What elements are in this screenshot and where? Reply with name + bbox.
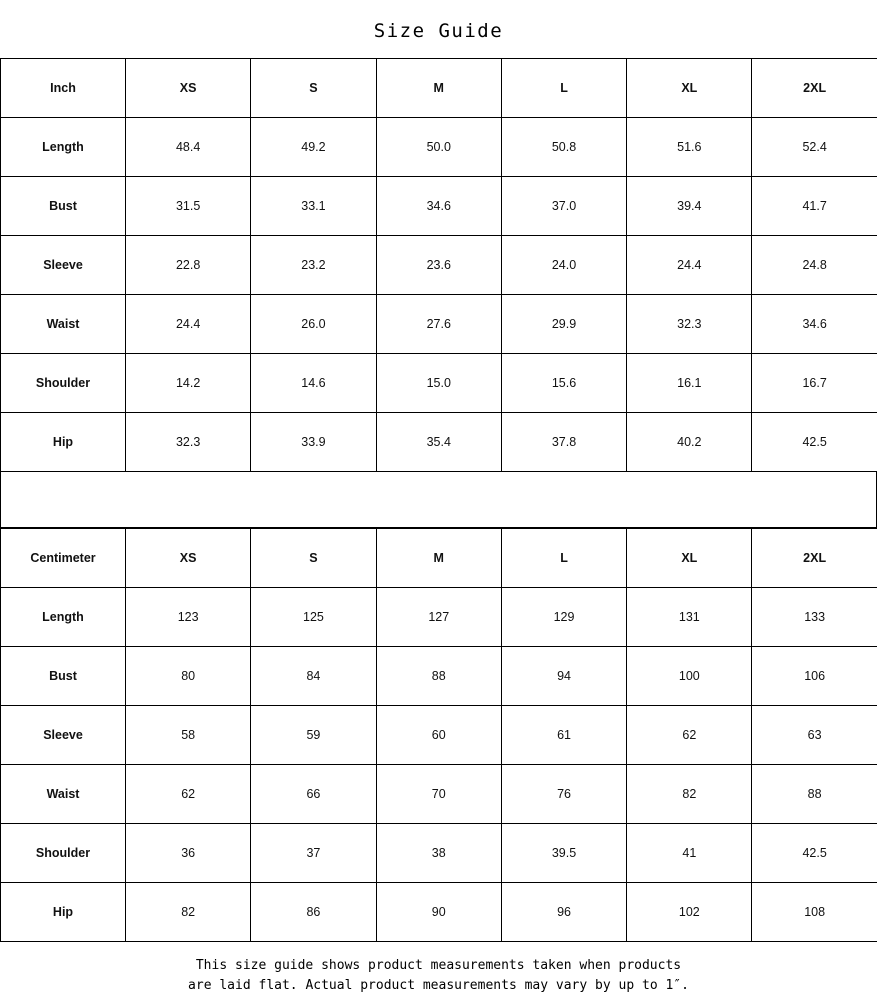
measure-label-shoulder: Shoulder xyxy=(1,824,126,883)
cell-value: 63 xyxy=(752,706,877,765)
table-separator xyxy=(0,472,877,528)
cell-value: 42.5 xyxy=(752,413,877,472)
cell-value: 24.8 xyxy=(752,236,877,295)
size-header-xs: XS xyxy=(126,59,251,118)
cell-value: 62 xyxy=(126,765,251,824)
size-header-m: M xyxy=(376,529,501,588)
cell-value: 36 xyxy=(126,824,251,883)
size-header-xs: XS xyxy=(126,529,251,588)
measure-label-bust: Bust xyxy=(1,647,126,706)
size-table-inch xyxy=(0,58,877,472)
cell-value: 24.0 xyxy=(501,236,626,295)
cell-value: 16.1 xyxy=(627,354,752,413)
cell-value: 37 xyxy=(251,824,376,883)
cell-value: 59 xyxy=(251,706,376,765)
cell-value: 96 xyxy=(501,883,626,942)
size-header-l: L xyxy=(501,59,626,118)
cell-value: 66 xyxy=(251,765,376,824)
cell-value: 131 xyxy=(627,588,752,647)
cell-value: 15.6 xyxy=(501,354,626,413)
cell-value: 23.2 xyxy=(251,236,376,295)
cell-value: 22.8 xyxy=(126,236,251,295)
cell-value: 37.0 xyxy=(501,177,626,236)
measure-label-waist: Waist xyxy=(1,765,126,824)
cell-value: 39.4 xyxy=(627,177,752,236)
size-header-2xl: 2XL xyxy=(752,59,877,118)
cell-value: 35.4 xyxy=(376,413,501,472)
measure-label-waist: Waist xyxy=(1,295,126,354)
size-header-l: L xyxy=(501,529,626,588)
cell-value: 23.6 xyxy=(376,236,501,295)
cell-value: 84 xyxy=(251,647,376,706)
unit-label-inch: Inch xyxy=(1,59,126,118)
cell-value: 41 xyxy=(627,824,752,883)
cell-value: 33.1 xyxy=(251,177,376,236)
cell-value: 108 xyxy=(752,883,877,942)
cell-value: 32.3 xyxy=(627,295,752,354)
cell-value: 31.5 xyxy=(126,177,251,236)
measure-label-bust: Bust xyxy=(1,177,126,236)
cell-value: 48.4 xyxy=(126,118,251,177)
table-row xyxy=(1,295,877,354)
cell-value: 24.4 xyxy=(627,236,752,295)
footnote-line-2: are laid flat. Actual product measurements may vary by up to 1″. xyxy=(0,976,877,996)
table-row xyxy=(1,706,877,765)
cell-value: 15.0 xyxy=(376,354,501,413)
table-row xyxy=(1,118,877,177)
cell-value: 129 xyxy=(501,588,626,647)
measure-label-length: Length xyxy=(1,118,126,177)
size-guide-footnote xyxy=(0,942,877,996)
table-row xyxy=(1,177,877,236)
cell-value: 39.5 xyxy=(501,824,626,883)
cell-value: 16.7 xyxy=(752,354,877,413)
cell-value: 38 xyxy=(376,824,501,883)
cell-value: 34.6 xyxy=(752,295,877,354)
cell-value: 90 xyxy=(376,883,501,942)
cell-value: 127 xyxy=(376,588,501,647)
size-header-xl: XL xyxy=(627,59,752,118)
cell-value: 58 xyxy=(126,706,251,765)
cell-value: 60 xyxy=(376,706,501,765)
table-row xyxy=(1,354,877,413)
cell-value: 125 xyxy=(251,588,376,647)
cell-value: 42.5 xyxy=(752,824,877,883)
cell-value: 123 xyxy=(126,588,251,647)
page-title: Size Guide xyxy=(0,0,877,58)
cell-value: 62 xyxy=(627,706,752,765)
table-row xyxy=(1,883,877,942)
size-header-m: M xyxy=(376,59,501,118)
table-row xyxy=(1,413,877,472)
measure-label-shoulder: Shoulder xyxy=(1,354,126,413)
cell-value: 40.2 xyxy=(627,413,752,472)
cell-value: 61 xyxy=(501,706,626,765)
cell-value: 24.4 xyxy=(126,295,251,354)
cell-value: 94 xyxy=(501,647,626,706)
size-header-2xl: 2XL xyxy=(752,529,877,588)
table-row xyxy=(1,765,877,824)
cell-value: 37.8 xyxy=(501,413,626,472)
cell-value: 76 xyxy=(501,765,626,824)
cell-value: 86 xyxy=(251,883,376,942)
table-row xyxy=(1,647,877,706)
unit-label-centimeter: Centimeter xyxy=(1,529,126,588)
cell-value: 27.6 xyxy=(376,295,501,354)
table-row xyxy=(1,588,877,647)
cell-value: 106 xyxy=(752,647,877,706)
size-header-s: S xyxy=(251,529,376,588)
table-row xyxy=(1,236,877,295)
cell-value: 100 xyxy=(627,647,752,706)
cell-value: 70 xyxy=(376,765,501,824)
cell-value: 82 xyxy=(126,883,251,942)
cell-value: 32.3 xyxy=(126,413,251,472)
table-header-row xyxy=(1,529,877,588)
cell-value: 82 xyxy=(627,765,752,824)
measure-label-hip: Hip xyxy=(1,883,126,942)
cell-value: 14.2 xyxy=(126,354,251,413)
measure-label-length: Length xyxy=(1,588,126,647)
size-header-xl: XL xyxy=(627,529,752,588)
cell-value: 34.6 xyxy=(376,177,501,236)
cell-value: 14.6 xyxy=(251,354,376,413)
cell-value: 29.9 xyxy=(501,295,626,354)
cell-value: 133 xyxy=(752,588,877,647)
measure-label-sleeve: Sleeve xyxy=(1,236,126,295)
cell-value: 51.6 xyxy=(627,118,752,177)
cell-value: 88 xyxy=(752,765,877,824)
table-row xyxy=(1,824,877,883)
size-table-centimeter xyxy=(0,528,877,942)
cell-value: 102 xyxy=(627,883,752,942)
footnote-line-1: This size guide shows product measurements taken when products xyxy=(0,956,877,976)
cell-value: 33.9 xyxy=(251,413,376,472)
cell-value: 50.8 xyxy=(501,118,626,177)
cell-value: 52.4 xyxy=(752,118,877,177)
measure-label-sleeve: Sleeve xyxy=(1,706,126,765)
cell-value: 49.2 xyxy=(251,118,376,177)
cell-value: 41.7 xyxy=(752,177,877,236)
cell-value: 50.0 xyxy=(376,118,501,177)
cell-value: 80 xyxy=(126,647,251,706)
size-header-s: S xyxy=(251,59,376,118)
table-header-row xyxy=(1,59,877,118)
cell-value: 26.0 xyxy=(251,295,376,354)
cell-value: 88 xyxy=(376,647,501,706)
measure-label-hip: Hip xyxy=(1,413,126,472)
